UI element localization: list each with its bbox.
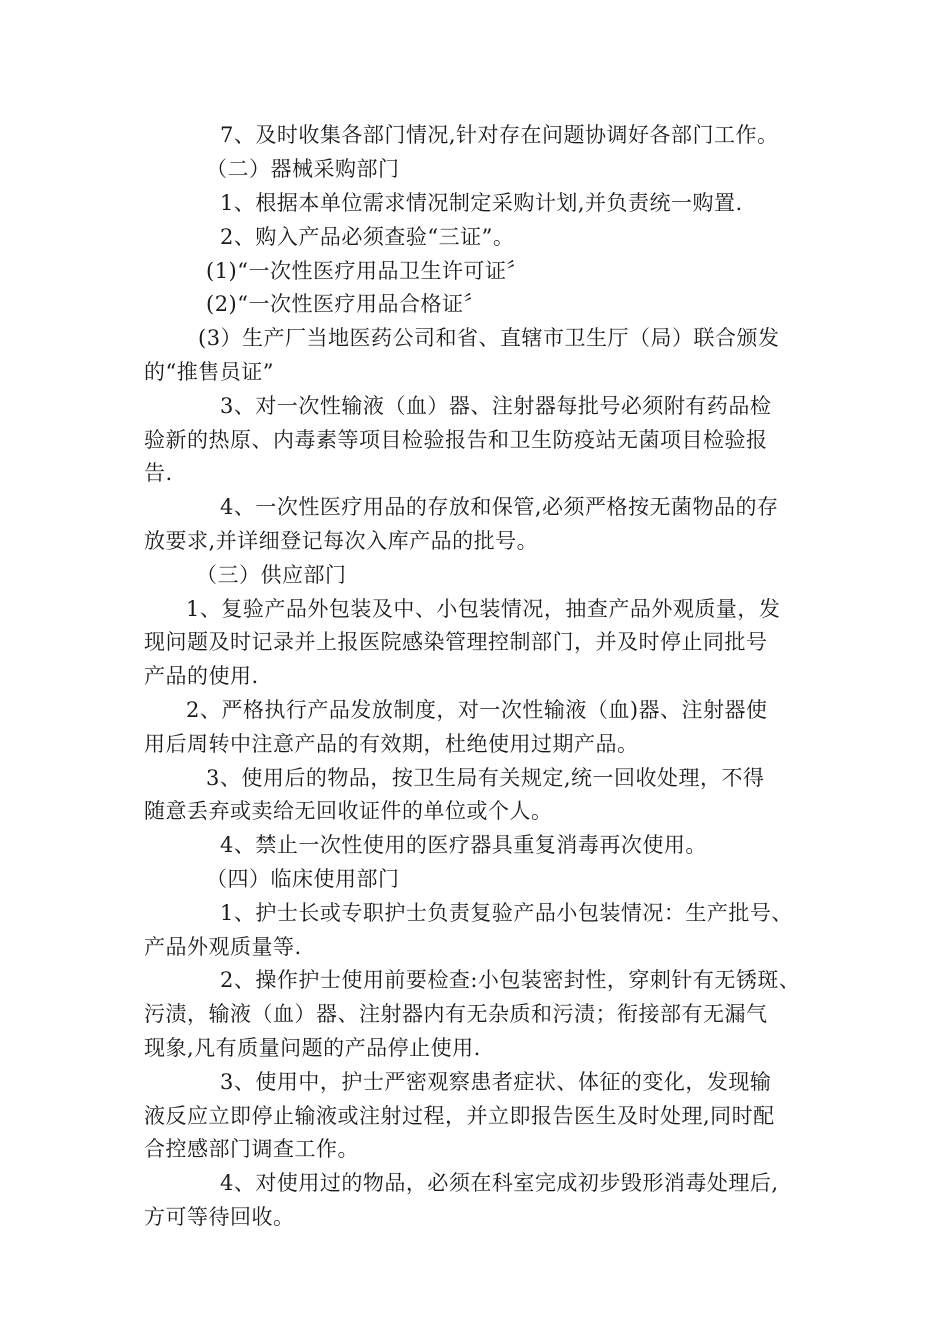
text-line: 2、购入产品必须查验“三证”。: [220, 225, 515, 249]
text-line: 3、对一次性输液（血）器、注射器每批号必须附有药品检: [220, 394, 772, 418]
text-line: 随意丢弃或卖给无回收证件的单位或个人。: [144, 799, 553, 823]
text-line: 告.: [144, 461, 173, 485]
text-line: 验新的热原、内毒素等项目检验报告和卫生防疫站无菌项目检验报: [144, 428, 768, 452]
text-line: 合控感部门调查工作。: [144, 1137, 359, 1161]
text-line: 液反应立即停止输液或注射过程，并立即报告医生及时处理,同时配: [144, 1104, 775, 1128]
text-line: 2、操作护士使用前要检查:小包装密封性，穿刺针有无锈斑、: [220, 968, 801, 992]
text-line: 的“推售员证”: [144, 360, 274, 384]
text-line: 产品外观质量等.: [144, 935, 302, 959]
text-line: 污渍，输液（血）器、注射器内有无杂质和污渍；衔接部有无漏气: [144, 1002, 768, 1026]
section-heading: （四）临床使用部门: [206, 867, 400, 891]
text-line: 方可等待回收。: [144, 1205, 295, 1229]
text-line: 3、使用中，护士严密观察患者症状、体征的变化，发现输: [220, 1070, 772, 1094]
text-line: 现问题及时记录并上报医院感染管理控制部门，并及时停止同批号: [144, 630, 768, 654]
text-line: 1、根据本单位需求情况制定采购计划,并负责统一购置.: [220, 191, 743, 215]
section-heading: （二）器械采购部门: [206, 157, 400, 181]
text-line: 7、及时收集各部门情况,针对存在问题协调好各部门工作。: [220, 123, 779, 147]
text-line: (2)“一次性医疗用品合格证〞: [206, 292, 485, 316]
text-line: (3）生产厂当地医药公司和省、直辖市卫生厅（局）联合颁发: [198, 326, 780, 350]
section-heading: （三）供应部门: [196, 563, 347, 587]
text-line: 产品的使用.: [144, 664, 259, 688]
text-line: 1、复验产品外包装及中、小包装情况，抽查产品外观质量，发: [186, 597, 781, 621]
text-line: 1、护士长或专职护士负责复验产品小包装情况：生产批号、: [220, 901, 793, 925]
text-line: 用后周转中注意产品的有效期，杜绝使用过期产品。: [144, 732, 639, 756]
text-line: 3、使用后的物品，按卫生局有关规定,统一回收处理，不得: [206, 766, 765, 790]
text-line: 4、禁止一次性使用的医疗器具重复消毒再次使用。: [220, 833, 707, 857]
text-line: 4、一次性医疗用品的存放和保管,必须严格按无菌物品的存: [220, 495, 779, 519]
text-line: 放要求,并详细登记每次入库产品的批号。: [144, 529, 539, 553]
text-line: 现象,凡有质量问题的产品停止使用.: [144, 1036, 481, 1060]
text-line: 2、严格执行产品发放制度，对一次性输液（血)器、注射器使: [186, 698, 768, 722]
text-line: 4、对使用过的物品，必须在科室完成初步毁形消毒处理后,: [220, 1171, 779, 1195]
text-line: (1)“一次性医疗用品卫生许可证〞: [206, 259, 528, 283]
